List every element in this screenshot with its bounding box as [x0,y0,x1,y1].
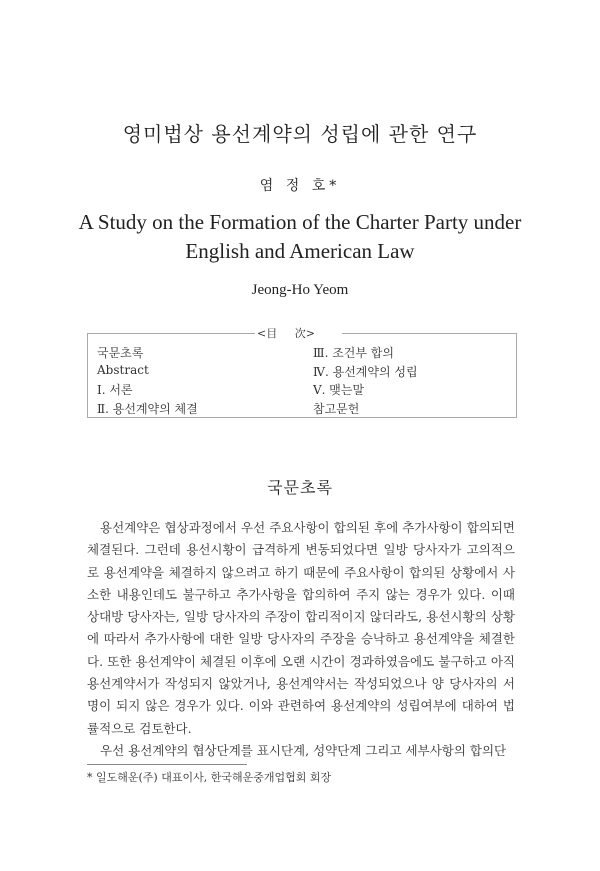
english-title [0,208,600,266]
english-title-line-1: A Study on the Formation of the Charter Party under [78,210,522,234]
toc-item: Ⅰ. 서론 [97,383,133,397]
toc-item: Abstract [97,363,149,377]
toc-item: Ⅴ. 맺는말 [313,383,365,397]
toc-item: Ⅲ. 조건부 합의 [313,346,394,360]
toc-item: Ⅳ. 용선계약의 성립 [313,365,418,379]
abstract-paragraph: 우선 용선계약의 협상단계를 표시단계, 성약단계 그리고 세부사항의 합의단 [100,742,507,758]
toc-top-rule-right [342,333,516,334]
toc-item: 국문초록 [97,346,144,360]
abstract-section-title: 국문초록 [267,478,333,497]
abstract-body [87,517,515,762]
toc-item: 참고문헌 [313,402,360,416]
korean-title: 영미법상 용선계약의 성립에 관한 연구 [122,122,478,146]
toc-item: Ⅱ. 용선계약의 체결 [97,402,198,416]
korean-author: 염 정 호* [259,178,341,194]
english-title-line-2: English and American Law [185,239,415,263]
english-author: Jeong-Ho Yeom [251,282,349,298]
author-footnote: * 일도해운(주) 대표이사, 한국해운중개업협회 회장 [87,771,332,784]
abstract-paragraph: 용선계약은 협상과정에서 우선 주요사항이 합의된 후에 추가사항이 합의되면 체결된다. 그런데 용선시황이 급격하게 변동되었다면 일방 당사자가 고의적으로 용선계약을 체결하지 않으려고 하기 때문에 주요사항이 합의된 상황에서 사소한 내용인데도 불구하고 추가사항을 합의하여 주지 않는 경우가 있다. 이때 상대방 당사자는, 일방 당사자의 주장이 합리적이지 않더라도, 용선시황의 상황에 따라서 추가사항에 대한 일방 당사자의 주장을 승낙하고 용선계약을 체결한다. 또한 용선계약이 체결된 이후에 오랜 시간이 경과하였음에도 불구하고 아직 용선계약서가 작성되지 않았거나, 용선계약서는 작성되었으나 양 당사자의 서명이 되지 않은 경우가 있다. 이와 관련하여 용선계약의 성립여부에 대하여 법률적으로 검토한다. [87,520,515,736]
toc-heading: <目 次> [257,327,315,340]
footnote-rule [87,764,247,765]
toc-top-rule-left [87,333,255,334]
